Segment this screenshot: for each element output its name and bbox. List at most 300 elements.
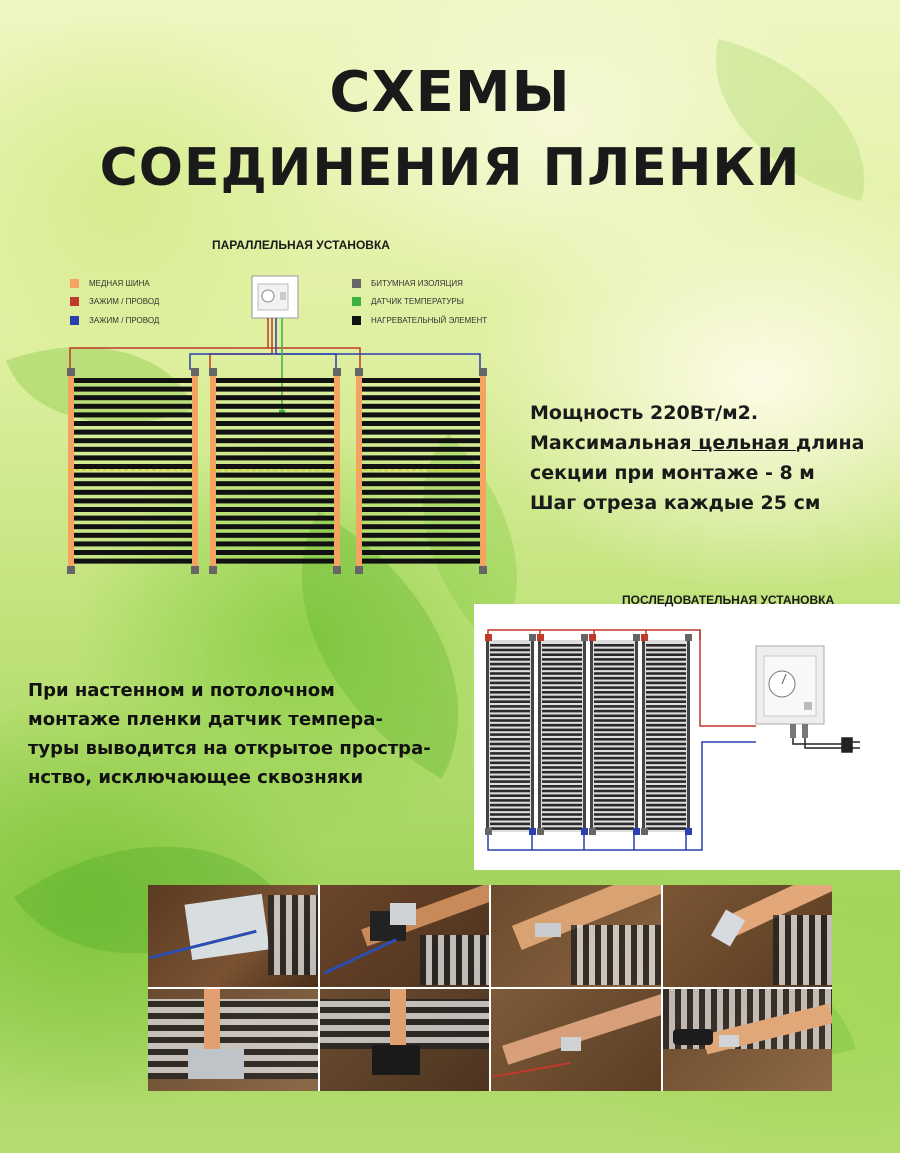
note-line: монтаже пленки датчик темпера- [28,709,383,730]
heating-strip [362,516,480,521]
heating-strip [646,653,686,656]
heating-strip [490,757,530,760]
heating-strip [490,743,530,746]
spec-max-length-post: длина [795,432,865,454]
film-section [641,634,692,835]
heating-strip [646,696,686,699]
photo-bus-end-insulation [148,989,318,1091]
heating-strip [490,827,530,830]
heating-strip [646,743,686,746]
connector-clamp [485,634,492,641]
bitumen-pad [67,368,75,376]
heating-strip [594,794,634,797]
heating-strip [594,757,634,760]
legend-label: ДАТЧИК ТЕМПЕРАТУРЫ [371,297,464,306]
heating-strip [542,762,582,765]
heating-strip [362,473,480,478]
heating-strip [216,490,334,495]
heating-strip [490,691,530,694]
heating-strip [216,559,334,564]
heating-strip [542,743,582,746]
heating-strip [594,719,634,722]
film-edge [687,640,690,832]
connector-clamp [529,828,536,835]
heating-strip [594,649,634,652]
heating-strip [646,827,686,830]
heating-strip [594,785,634,788]
heating-strip [74,464,192,469]
heating-strip [74,447,192,452]
heating-strip [542,658,582,661]
heating-strip [646,719,686,722]
spec-max-length-underlined: цельная [691,432,796,454]
heating-strip [594,823,634,826]
heating-strip [490,729,530,732]
heating-strip [646,790,686,793]
heating-strip [490,804,530,807]
heating-strip [594,672,634,675]
heating-strip [646,752,686,755]
heating-strip [74,533,192,538]
heating-strip [542,794,582,797]
heating-strip [216,481,334,486]
heating-strip [594,747,634,750]
heating-strip [216,516,334,521]
heating-strip [594,813,634,816]
heating-strip [646,785,686,788]
thermostat-device-icon [756,646,824,738]
heating-strip [542,700,582,703]
heating-strip [594,766,634,769]
film-section [537,634,588,835]
specs-text [530,398,900,518]
heating-strip [362,481,480,486]
connector-clamp [485,828,492,835]
heating-strip [362,490,480,495]
heating-strip [490,672,530,675]
heating-strip [594,715,634,718]
connector-clamp [641,828,648,835]
bitumen-pad [209,368,217,376]
film-edge [642,640,645,832]
heating-strip [74,412,192,417]
heating-strip [362,430,480,435]
bitumen-pad [333,566,341,574]
photo-clamp-closeup [663,885,833,987]
legend-label: НАГРЕВАТЕЛЬНЫЙ ЭЛЕМЕНТ [371,316,488,325]
heating-strip [74,559,192,564]
heating-strip [542,790,582,793]
heating-strip [74,438,192,443]
heating-strip [646,809,686,812]
film-edge [583,640,586,832]
heating-strip [542,818,582,821]
heating-strip [216,498,334,503]
heating-strip [542,710,582,713]
heating-strip [542,752,582,755]
connector-clamp [641,634,648,641]
heating-strip [646,682,686,685]
heating-strip [216,378,334,383]
heating-strip [542,663,582,666]
heating-strip [542,668,582,671]
heating-strip [646,799,686,802]
film-section [485,634,536,835]
heating-strip [646,705,686,708]
heating-strip [74,404,192,409]
heating-strip [362,550,480,555]
heating-strip [646,663,686,666]
heating-strip [216,421,334,426]
heating-strip [362,421,480,426]
heating-strip [594,686,634,689]
heating-strip [646,677,686,680]
heating-strip [362,533,480,538]
parallel-film-sections [67,368,487,574]
heating-strip [490,700,530,703]
heating-strip [594,809,634,812]
heating-strip [216,447,334,452]
heating-strip [216,404,334,409]
heating-strip [594,771,634,774]
heating-strip [74,395,192,400]
heating-strip [594,691,634,694]
spec-cut-step: Шаг отреза каждые 25 см [530,492,821,514]
heating-strip [542,724,582,727]
film-edge [531,640,534,832]
heating-strip [362,464,480,469]
heating-strip [216,395,334,400]
heating-strip [594,710,634,713]
photo-wire-insulation [148,885,318,987]
connector-clamp [537,634,544,641]
heating-strip [490,738,530,741]
connector-clamp [685,634,692,641]
heating-strip [490,780,530,783]
bitumen-pad [209,566,217,574]
heating-strip [216,541,334,546]
connector-clamp [581,634,588,641]
heating-strip [594,804,634,807]
heating-strip [542,715,582,718]
bitumen-pad [191,566,199,574]
heating-strip [646,762,686,765]
heating-strip [490,719,530,722]
photo-clamp-crimp [491,885,661,987]
thermostat-icon [252,276,298,318]
parallel-diagram [60,272,500,582]
heating-strip [74,473,192,478]
connector-clamp [537,828,544,835]
note-line: При настенном и потолочном [28,680,335,701]
heating-strip [490,766,530,769]
heating-strip [542,747,582,750]
connector-clamp [589,634,596,641]
heating-strip [490,658,530,661]
heating-strip [490,724,530,727]
heating-strip [490,752,530,755]
heating-strip [542,813,582,816]
heating-strip [542,696,582,699]
legend-label: БИТУМНАЯ ИЗОЛЯЦИЯ [371,279,463,288]
legend-label: МЕДНАЯ ШИНА [89,279,150,288]
heating-strip [646,780,686,783]
heating-strip [594,733,634,736]
heating-strip [542,719,582,722]
film-section [589,634,640,835]
connector-clamp [529,634,536,641]
heating-strip [594,762,634,765]
heating-strip [542,677,582,680]
heating-strip [74,387,192,392]
power-plug-icon [793,738,860,752]
heating-strip [542,653,582,656]
note-line: туры выводится на открытое простра- [28,738,431,759]
heating-strip [542,776,582,779]
heating-strip [74,378,192,383]
heating-strip [74,490,192,495]
heating-strip [362,387,480,392]
heating-strip [646,644,686,647]
bitumen-pad [355,566,363,574]
film-section [67,368,199,574]
legend-label: ЗАЖИМ / ПРОВОД [89,316,160,325]
photo-clamp-on-bus [320,885,490,987]
heating-strip [490,809,530,812]
page-title-line1: СХЕМЫ [329,60,571,125]
film-edge [635,640,638,832]
page-title-line2: СОЕДИНЕНИЯ ПЛЕНКИ [99,138,801,198]
legend-label: ЗАЖИМ / ПРОВОД [89,297,160,306]
connector-clamp [685,828,692,835]
heating-strip [74,498,192,503]
heating-strip [216,455,334,460]
heating-strip [646,738,686,741]
heating-strip [490,733,530,736]
heating-strip [594,776,634,779]
serial-diagram [474,604,900,870]
heating-strip [542,809,582,812]
heating-strip [594,677,634,680]
film-section [355,368,487,574]
heating-strip [362,404,480,409]
bitumen-pad [479,566,487,574]
heating-strip [646,757,686,760]
heating-strip [362,378,480,383]
film-edge [590,640,593,832]
heating-strip [362,438,480,443]
heating-strip [646,686,686,689]
heating-strip [490,649,530,652]
heating-strip [594,827,634,830]
film-edge [538,640,541,832]
heating-strip [542,780,582,783]
heating-strip [646,649,686,652]
heating-strip [362,559,480,564]
heating-strip [646,747,686,750]
heating-strip [216,524,334,529]
heating-strip [216,464,334,469]
heating-strip [646,724,686,727]
heating-strip [490,682,530,685]
heating-strip [490,686,530,689]
heating-strip [490,747,530,750]
heating-strip [490,696,530,699]
heating-strip [490,663,530,666]
heating-strip [216,533,334,538]
connector-clamp [589,828,596,835]
spec-power: Мощность 220Вт/м2. [530,402,759,424]
installation-photo-grid [148,885,832,1091]
heating-strip [216,412,334,417]
heating-strip [594,729,634,732]
heating-strip [490,705,530,708]
heating-strip [74,430,192,435]
heating-strip [216,507,334,512]
heating-strip [594,752,634,755]
heating-strip [594,663,634,666]
heating-strip [74,541,192,546]
heating-strip [646,729,686,732]
serial-film-sections [485,634,692,835]
heating-strip [490,799,530,802]
heating-strip [594,790,634,793]
heating-strip [362,455,480,460]
heating-strip [542,729,582,732]
heating-strip [646,813,686,816]
heating-strip [362,395,480,400]
heating-strip [362,498,480,503]
heating-strip [490,785,530,788]
heating-strip [646,771,686,774]
heating-strip [490,794,530,797]
heating-strip [542,804,582,807]
heating-strip [594,799,634,802]
heating-strip [646,658,686,661]
heating-strip [646,823,686,826]
heating-strip [542,799,582,802]
heating-strip [542,672,582,675]
heating-strip [594,738,634,741]
connector-clamp [581,828,588,835]
heating-strip [542,738,582,741]
heating-strip [594,724,634,727]
bitumen-pad [355,368,363,376]
connector-clamp [633,634,640,641]
heating-strip [646,691,686,694]
heating-strip [362,541,480,546]
heating-strip [74,550,192,555]
heating-strip [542,649,582,652]
heating-strip [594,696,634,699]
heating-strip [646,776,686,779]
heating-strip [542,827,582,830]
heating-strip [594,818,634,821]
photo-bitumen-pad [320,989,490,1091]
heating-strip [216,550,334,555]
heating-strip [646,804,686,807]
heating-strip [216,430,334,435]
heating-strip [542,771,582,774]
heating-strip [490,668,530,671]
heating-strip [646,715,686,718]
heating-strip [542,757,582,760]
heating-strip [542,823,582,826]
heating-strip [490,813,530,816]
heating-strip [594,653,634,656]
heating-strip [594,658,634,661]
note-line: нство, исключающее сквозняки [28,767,364,788]
heating-strip [542,766,582,769]
heating-strip [362,507,480,512]
film-section [209,368,341,574]
heating-strip [490,644,530,647]
spec-section-length: секции при монтаже - 8 м [530,462,815,484]
heating-strip [490,790,530,793]
connector-clamp [633,828,640,835]
bitumen-pad [67,566,75,574]
heating-strip [542,733,582,736]
heating-strip [646,818,686,821]
spec-max-length [530,428,900,458]
heating-strip [594,682,634,685]
bitumen-pad [191,368,199,376]
heating-strip [490,653,530,656]
heating-strip [594,644,634,647]
heating-strip [490,771,530,774]
heating-strip [542,686,582,689]
heating-strip [74,524,192,529]
heating-strip [542,705,582,708]
heating-strip [74,481,192,486]
serial-diagram-panel [474,604,900,870]
heating-strip [646,710,686,713]
heating-strip [362,412,480,417]
heating-strip [646,766,686,769]
photo-crimping-tool [663,989,833,1091]
bitumen-pad [479,368,487,376]
parallel-title: ПАРАЛЛЕЛЬНАЯ УСТАНОВКА [212,238,390,252]
heating-strip [216,438,334,443]
heating-strip [646,672,686,675]
heating-strip [594,743,634,746]
heating-strip [490,762,530,765]
heating-strip [594,780,634,783]
heating-strip [490,677,530,680]
photo-wire-connected [491,989,661,1091]
heating-strip [216,473,334,478]
heating-strip [490,823,530,826]
mounting-note [28,676,488,792]
serial-title: ПОСЛЕДОВАТЕЛЬНАЯ УСТАНОВКА [622,593,835,607]
heating-strip [216,387,334,392]
heating-strip [542,691,582,694]
heating-strip [594,705,634,708]
heating-strip [74,516,192,521]
bitumen-pad [333,368,341,376]
heating-strip [490,776,530,779]
heating-strip [594,668,634,671]
heating-strip [594,700,634,703]
heating-strip [74,421,192,426]
heating-strip [490,710,530,713]
heating-strip [542,644,582,647]
heating-strip [646,794,686,797]
heating-strip [542,682,582,685]
heating-strip [490,818,530,821]
parallel-wiring [70,318,480,416]
heating-strip [74,455,192,460]
